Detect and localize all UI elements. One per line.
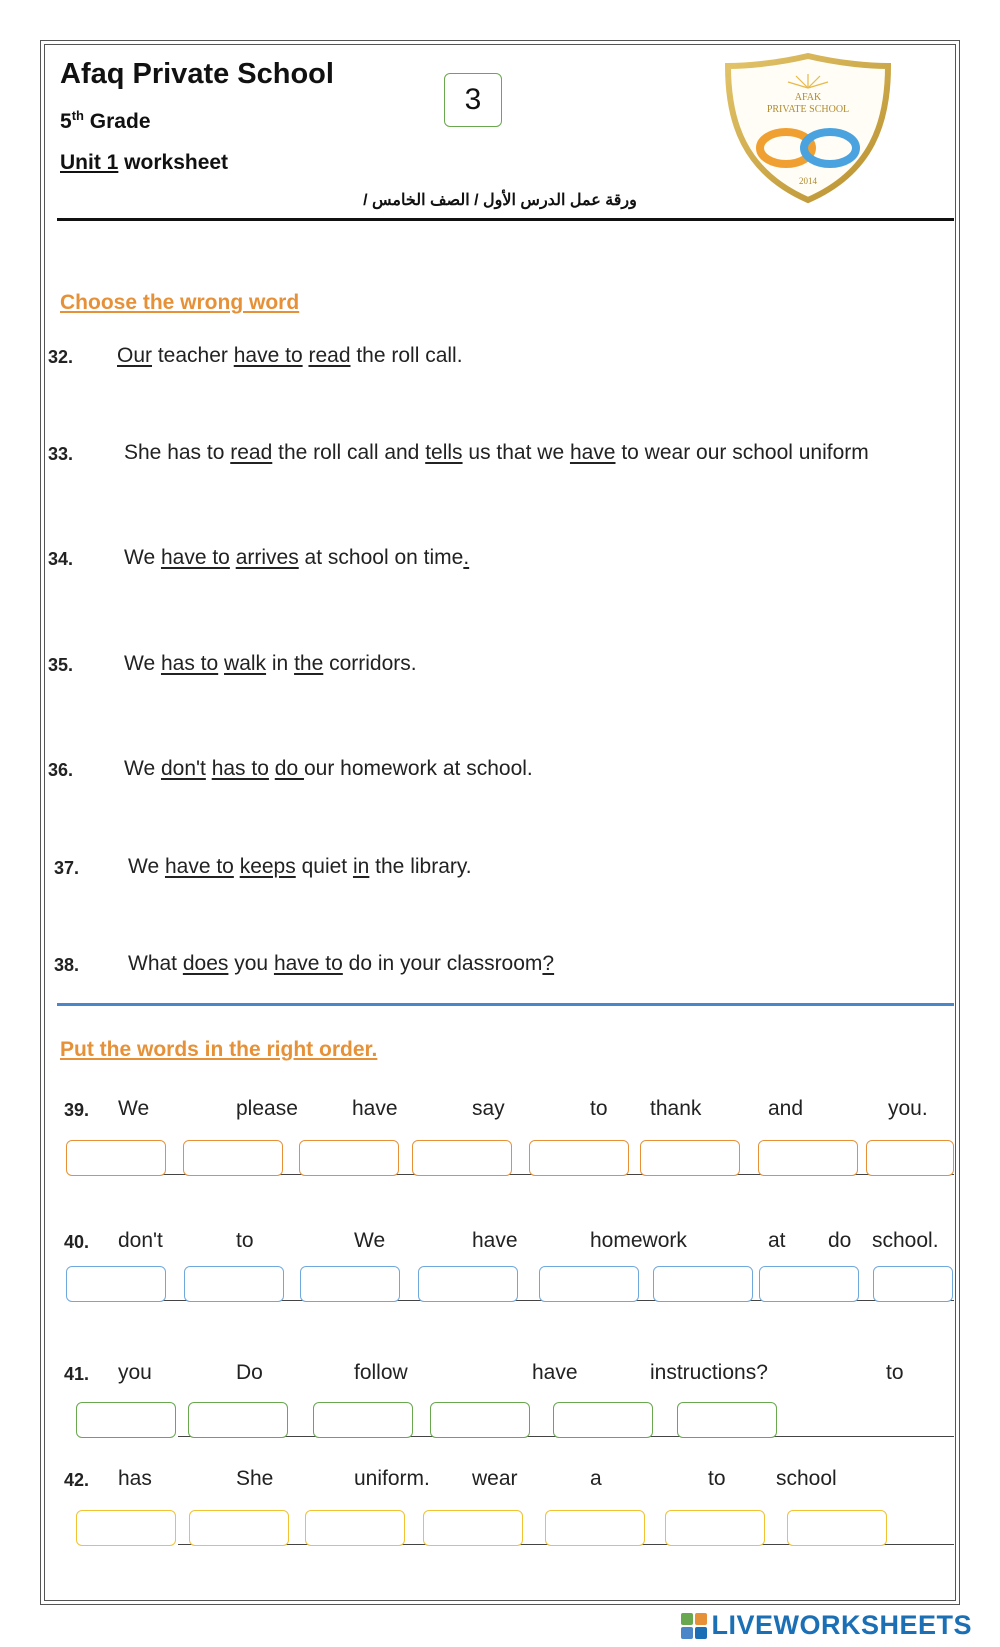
sentence-text: teacher — [152, 344, 234, 367]
question-number: 42. — [64, 1470, 90, 1490]
scrambled-word: you. — [888, 1097, 928, 1120]
question-number: 34. — [48, 549, 74, 569]
unit-label: Unit 1 worksheet — [60, 151, 229, 174]
answer-input-box[interactable] — [183, 1140, 283, 1176]
header-divider — [57, 218, 954, 221]
question-number: 41. — [64, 1364, 90, 1384]
sentence-text: the roll call. — [350, 344, 463, 367]
question-number: 33. — [48, 444, 74, 464]
sentence-text: the library. — [369, 855, 472, 878]
scrambled-word: have — [532, 1361, 578, 1384]
scrambled-word: have — [472, 1229, 518, 1252]
scrambled-word: school — [776, 1467, 837, 1490]
answer-input-box[interactable] — [787, 1510, 887, 1546]
answer-input-box[interactable] — [66, 1140, 166, 1176]
sentence-text: We — [124, 652, 161, 675]
liveworksheets-logo-icon — [681, 1613, 707, 1639]
school-name: Afaq Private School — [60, 58, 334, 90]
underlined-word[interactable]: Our — [117, 344, 153, 367]
scrambled-word: homework — [590, 1229, 687, 1252]
question-number: 32. — [48, 347, 74, 367]
answer-input-box[interactable] — [545, 1510, 645, 1546]
underlined-word[interactable]: read — [308, 344, 351, 367]
answer-input-box[interactable] — [423, 1510, 523, 1546]
underlined-word[interactable]: have to — [160, 546, 230, 569]
answer-input-box[interactable] — [873, 1266, 953, 1302]
scrambled-word: We — [354, 1229, 386, 1252]
scrambled-word: follow — [354, 1361, 408, 1384]
scrambled-word: to — [708, 1467, 726, 1490]
answer-input-box[interactable] — [305, 1510, 405, 1546]
answer-input-box[interactable] — [313, 1402, 413, 1438]
scrambled-word: to — [236, 1229, 254, 1252]
underlined-word[interactable]: do — [274, 757, 304, 780]
sentence-text: We — [124, 757, 161, 780]
underlined-word[interactable]: arrives — [235, 546, 299, 569]
scrambled-word: at — [768, 1229, 786, 1252]
underlined-word[interactable]: has to — [160, 652, 219, 675]
answer-input-box[interactable] — [653, 1266, 753, 1302]
sentence-text: We — [124, 546, 161, 569]
answer-input-box[interactable] — [529, 1140, 629, 1176]
scrambled-word: school. — [872, 1229, 939, 1252]
question-sentence — [124, 441, 869, 465]
section1-title: Choose the wrong word — [60, 291, 300, 314]
answer-input-box[interactable] — [677, 1402, 777, 1438]
answer-input-box[interactable] — [866, 1140, 954, 1176]
school-logo-crest-icon — [722, 52, 894, 204]
answer-input-box[interactable] — [758, 1140, 858, 1176]
answer-input-box[interactable] — [189, 1510, 289, 1546]
scrambled-word: She — [236, 1467, 274, 1490]
answer-input-box[interactable] — [412, 1140, 512, 1176]
scrambled-word: you — [118, 1361, 152, 1384]
page-frame-inner — [44, 44, 956, 1601]
underlined-word[interactable]: walk — [224, 652, 267, 675]
question-number: 36. — [48, 760, 74, 780]
scrambled-word: We — [118, 1097, 150, 1120]
scrambled-word: to — [590, 1097, 608, 1120]
answer-input-box[interactable] — [76, 1510, 176, 1546]
sentence-text: at school on time — [298, 546, 464, 569]
underlined-word[interactable]: does — [182, 952, 229, 975]
underlined-word[interactable]: keeps — [239, 855, 296, 878]
scrambled-word: has — [118, 1467, 152, 1490]
answer-input-box[interactable] — [553, 1402, 653, 1438]
answer-input-box[interactable] — [640, 1140, 740, 1176]
sentence-text: us that we — [462, 441, 570, 464]
sentence-text: you — [228, 952, 274, 975]
page-number-badge: 3 — [444, 73, 502, 127]
scrambled-word: and — [768, 1097, 804, 1120]
section2-title: Put the words in the right order. — [60, 1038, 378, 1061]
question-number: 40. — [64, 1232, 90, 1252]
underlined-word[interactable]: in — [352, 855, 370, 878]
liveworksheets-brand: LIVEWORKSHEETS — [681, 1610, 972, 1641]
scrambled-word: wear — [472, 1467, 518, 1490]
logo-line-2: PRIVATE SCHOOL — [766, 104, 850, 115]
underlined-word[interactable]: ? — [542, 952, 555, 975]
sentence-text: do in your classroom — [342, 952, 543, 975]
underlined-word[interactable]: don't — [160, 757, 206, 780]
answer-input-box[interactable] — [299, 1140, 399, 1176]
question-number: 38. — [54, 955, 80, 975]
answer-input-box[interactable] — [418, 1266, 518, 1302]
scrambled-word: have — [352, 1097, 398, 1120]
scrambled-word: a — [590, 1467, 602, 1490]
sentence-text: What — [128, 952, 183, 975]
logo-line-1: AFAK — [794, 92, 822, 103]
question-sentence — [128, 952, 554, 976]
underlined-word[interactable]: has to — [211, 757, 269, 780]
arabic-subtitle: ورقة عمل الدرس الأول / الصف الخامس / — [363, 192, 637, 209]
question-sentence — [117, 344, 463, 368]
question-number: 39. — [64, 1100, 90, 1120]
sentence-text: quiet — [295, 855, 353, 878]
sentence-text: the roll call and — [272, 441, 426, 464]
answer-input-box[interactable] — [539, 1266, 639, 1302]
answer-input-box[interactable] — [184, 1266, 284, 1302]
answer-input-box[interactable] — [430, 1402, 530, 1438]
section-divider — [57, 1003, 954, 1006]
sentence-text: corridors. — [323, 652, 417, 675]
underlined-word[interactable]: the — [294, 652, 324, 675]
sentence-text: in — [266, 652, 295, 675]
underlined-word[interactable]: have — [569, 441, 616, 464]
underlined-word[interactable]: have to — [164, 855, 234, 878]
scrambled-word: don't — [118, 1229, 163, 1252]
sentence-text: our homework at school. — [303, 757, 533, 780]
underlined-word[interactable]: tells — [425, 441, 463, 464]
answer-input-box[interactable] — [759, 1266, 859, 1302]
scrambled-word: please — [236, 1097, 298, 1120]
underlined-word[interactable]: . — [463, 546, 470, 569]
scrambled-word: thank — [650, 1097, 702, 1120]
question-sentence — [124, 546, 469, 570]
question-number: 37. — [54, 858, 80, 878]
underlined-word[interactable]: read — [230, 441, 273, 464]
answer-input-box[interactable] — [76, 1402, 176, 1438]
sentence-text: She has to — [124, 441, 231, 464]
logo-year: 2014 — [799, 176, 817, 186]
scrambled-word: do — [828, 1229, 852, 1252]
question-sentence — [128, 855, 472, 879]
sentence-text: We — [128, 855, 165, 878]
scrambled-word: say — [472, 1097, 505, 1120]
question-sentence — [124, 652, 417, 676]
question-number: 35. — [48, 655, 74, 675]
scrambled-word: uniform. — [354, 1467, 430, 1490]
scrambled-word: Do — [236, 1361, 263, 1384]
answer-input-box[interactable] — [665, 1510, 765, 1546]
grade-label: 5th Grade — [60, 108, 151, 133]
scrambled-word: instructions? — [650, 1361, 768, 1384]
sentence-text: to wear our school uniform — [615, 441, 869, 464]
answer-input-box[interactable] — [300, 1266, 400, 1302]
scrambled-word: to — [886, 1361, 904, 1384]
answer-input-box[interactable] — [66, 1266, 166, 1302]
underlined-word[interactable]: have to — [233, 344, 303, 367]
underlined-word[interactable]: have to — [273, 952, 343, 975]
answer-input-box[interactable] — [188, 1402, 288, 1438]
question-sentence — [124, 757, 533, 781]
